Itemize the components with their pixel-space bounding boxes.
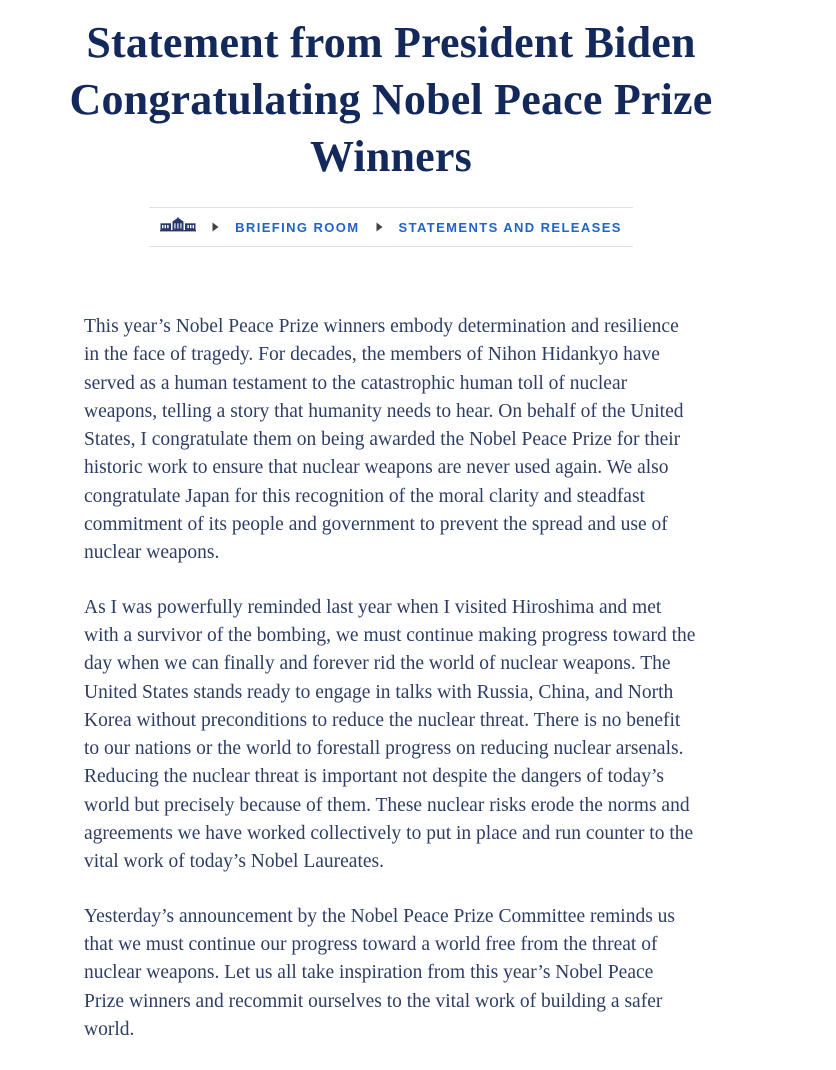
chevron-right-icon xyxy=(376,222,383,232)
home-link[interactable] xyxy=(160,217,196,237)
paragraph-3: Yesterday’s announcement by the Nobel Peace Prize Committee reminds us that we must continue our progress toward a world free from the threat of nuclear weapons. Let us all take inspiration from this year’s Nobel Peace Prize winners and recommit ourselves to the vital work of building a safer world. xyxy=(84,905,676,1040)
whitehouse-icon xyxy=(160,217,196,237)
page-title: Statement from President Biden Congratulating Nobel Peace Prize Winners xyxy=(69,18,713,181)
chevron-right-icon xyxy=(212,222,219,232)
breadcrumb-link-statements-and-releases[interactable]: STATEMENTS AND RELEASES xyxy=(398,219,622,235)
paragraph-2: As I was powerfully reminded last year when I visited Hiroshima and met with a survivor of the bombing, we must continue making progress toward the day when we can finally and forever rid the world of nuclear weapons. The United States stands ready to engage in talks with Russia, China, and North Korea without preconditions to reduce the nuclear threat. There is no benefit to our nations or the world to forestall progress on reducing nuclear arsenals. Reducing the nuclear threat is important not despite the dangers of today’s world but precisely because of them. These nuclear risks erode the norms and agreements we have worked collectively to put in place and run counter to the vital work of today’s Nobel Laureates. xyxy=(84,596,696,873)
article-body xyxy=(84,313,698,1044)
breadcrumb-link-briefing-room[interactable]: BRIEFING ROOM xyxy=(235,219,360,235)
article-container xyxy=(53,0,729,1044)
breadcrumb xyxy=(149,207,633,247)
paragraph-1: This year’s Nobel Peace Prize winners embody determination and resilience in the face of tragedy. For decades, the members of Nihon Hidankyo have served as a human testament to the catastrophic human toll of nuclear weapons, telling a story that humanity needs to hear. On behalf of the United States, I congratulate them on being awarded the Nobel Peace Prize for their historic work to ensure that nuclear weapons are never used again. We also congratulate Japan for this recognition of the moral clarity and steadfast commitment of its people and government to prevent the spread and use of nuclear weapons. xyxy=(84,316,684,564)
